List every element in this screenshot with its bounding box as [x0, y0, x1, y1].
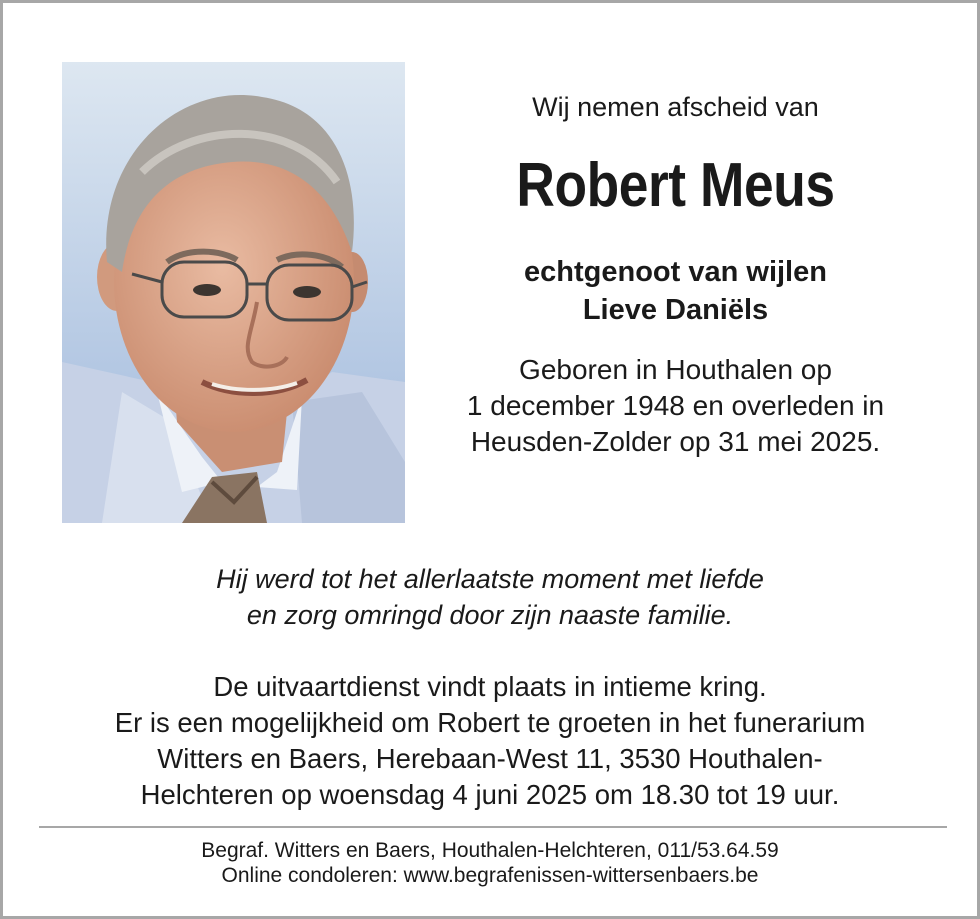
quote-line-2: en zorg omringd door zijn naaste familie.	[246, 600, 734, 630]
birth-line-1: Geboren in Houthalen op	[519, 354, 832, 385]
divider	[39, 826, 947, 828]
spouse-line: echtgenoot van wijlen	[524, 256, 827, 288]
quote-line-1: Hij werd tot het allerlaatste moment met liefde	[216, 564, 764, 594]
service-line-3: Witters en Baers, Herebaan-West 11, 3530 Houthalen-	[157, 743, 823, 774]
quote-text	[3, 561, 977, 633]
intro-text: Wij nemen afscheid van	[532, 92, 819, 122]
spouse-name: Lieve Daniëls	[582, 294, 769, 326]
online-condolence-link[interactable]: Online condoleren: www.begrafenissen-wittersenbaers.be	[221, 864, 759, 887]
header-block	[423, 89, 928, 460]
footer	[0, 838, 980, 888]
portrait-photo	[62, 62, 405, 523]
spouse-text	[423, 253, 928, 329]
funeral-home-contact: Begraf. Witters en Baers, Houthalen-Helchteren, 011/53.64.59	[201, 839, 779, 862]
birth-line-3: Heusden-Zolder op 31 mei 2025.	[470, 426, 881, 457]
service-line-2: Er is een mogelijkheid om Robert te groeten in het funerarium	[114, 707, 866, 738]
service-line-1: De uitvaartdienst vindt plaats in intieme kring.	[213, 671, 767, 702]
birth-line-2: 1 december 1948 en overleden in	[466, 390, 885, 421]
service-text	[3, 669, 977, 813]
birth-death-text	[423, 352, 928, 460]
service-line-4: Helchteren op woensdag 4 juni 2025 om 18.30 tot 19 uur.	[140, 779, 840, 810]
deceased-name: Robert Meus	[516, 151, 835, 220]
